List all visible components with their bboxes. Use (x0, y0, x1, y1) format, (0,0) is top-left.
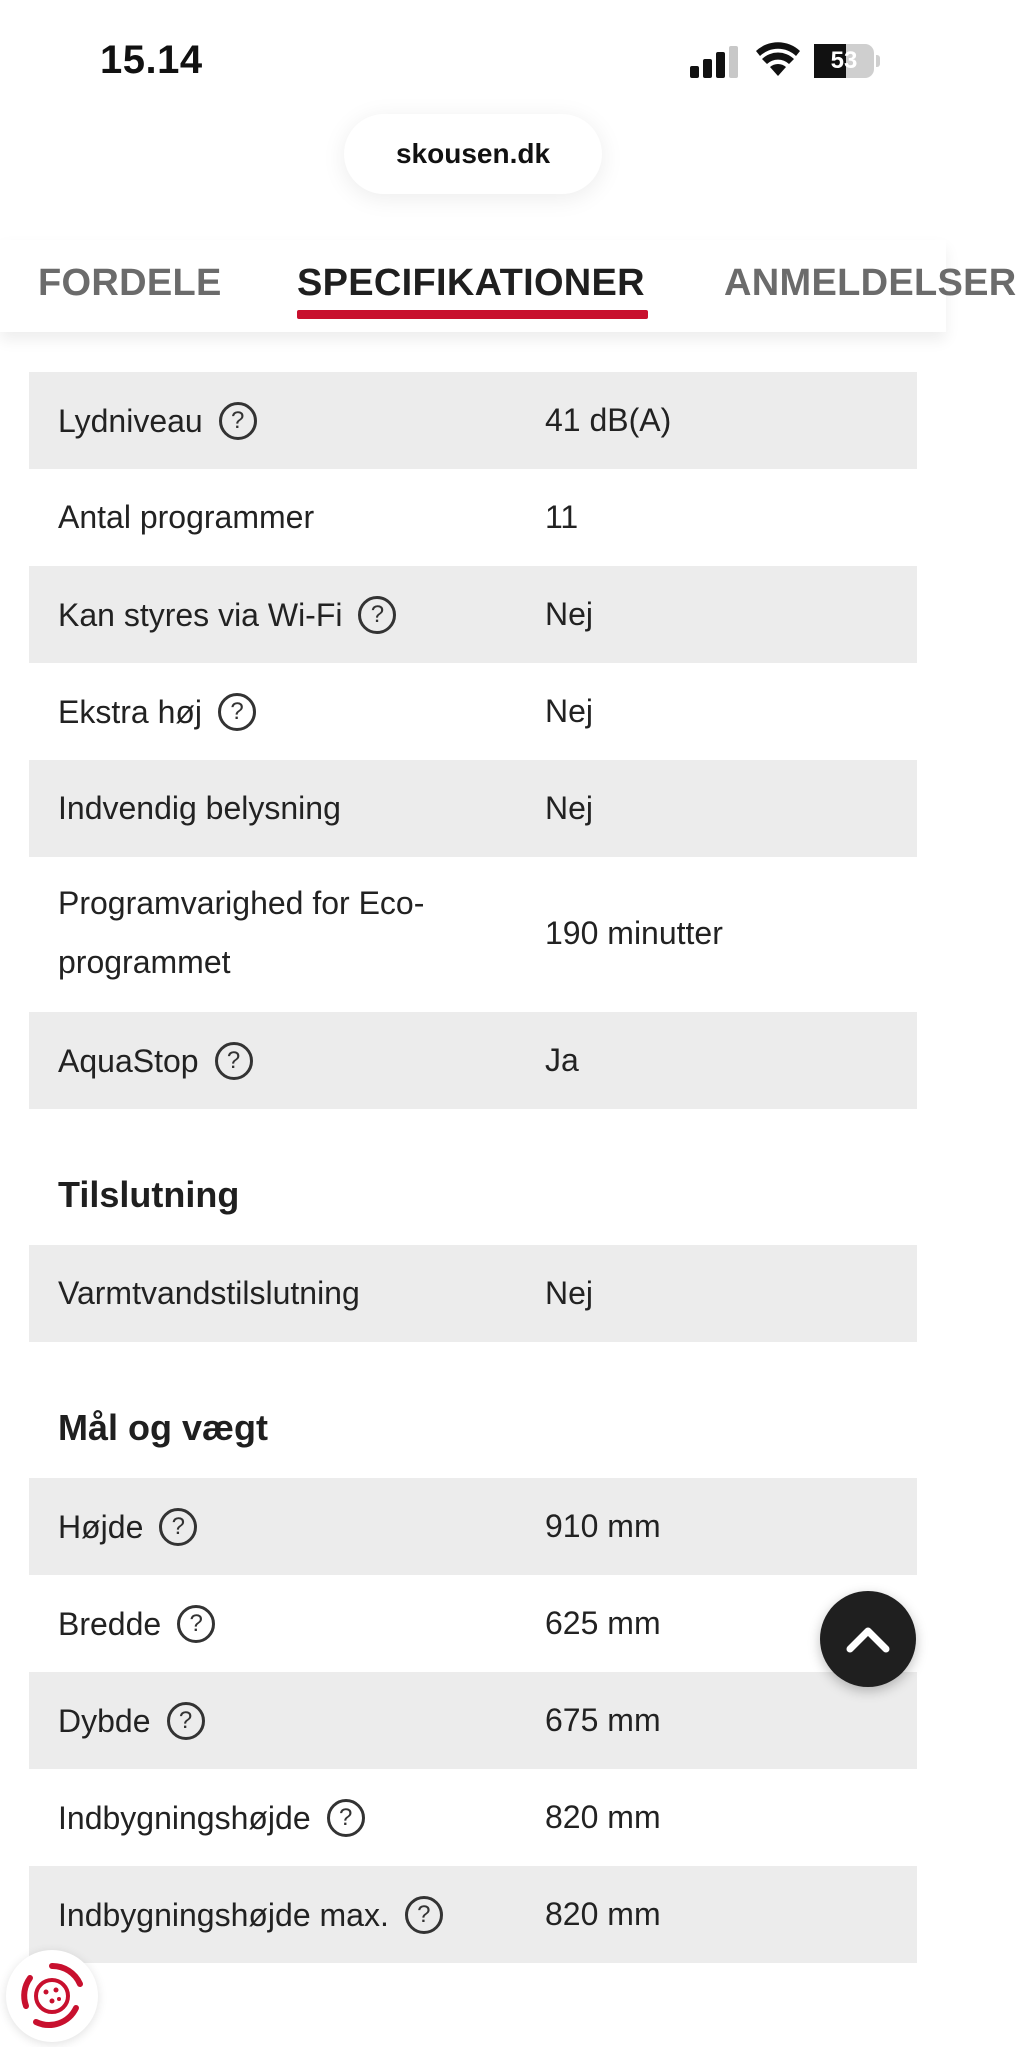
active-tab-indicator (297, 310, 648, 319)
battery-icon (814, 44, 880, 78)
chevron-up-icon (846, 1621, 890, 1657)
spec-label: Antal programmer (58, 499, 315, 535)
wifi-icon (756, 42, 800, 78)
spec-value: 625 mm (545, 1605, 661, 1641)
spec-value: Nej (545, 596, 594, 632)
spec-value: 190 minutter (545, 915, 723, 951)
spec-label-line-1: Programvarighed for Eco- (58, 885, 425, 921)
spec-label: Ekstra høj (58, 693, 203, 730)
spec-row (29, 469, 917, 566)
spec-label: AquaStop (58, 1042, 199, 1079)
spec-row (29, 1866, 917, 1963)
question-circle-icon[interactable]: ? (177, 1605, 215, 1643)
question-circle-icon[interactable]: ? (215, 1042, 253, 1080)
spec-row (29, 1575, 917, 1672)
spec-row (29, 1769, 917, 1866)
spec-value: 675 mm (545, 1702, 661, 1738)
spec-value: 11 (545, 499, 579, 535)
status-time: 15.14 (100, 38, 203, 82)
spec-label-line-2: programmet (58, 944, 231, 980)
spec-label: Dybde (58, 1702, 151, 1739)
spec-value: Nej (545, 693, 594, 729)
question-circle-icon[interactable]: ? (405, 1896, 443, 1934)
spec-label: Indbygningshøjde max. (58, 1896, 389, 1933)
spec-value: Ja (545, 1042, 579, 1078)
spec-row (29, 760, 917, 857)
spec-row (29, 1245, 917, 1342)
tab-specifikationer[interactable]: SPECIFIKATIONER (297, 262, 645, 304)
spec-value: Nej (545, 790, 594, 826)
spec-label: Varmtvandstilslutning (58, 1275, 360, 1311)
back-to-top-button[interactable] (820, 1591, 916, 1687)
spec-label: Kan styres via Wi-Fi (58, 596, 343, 633)
spec-label: Bredde (58, 1605, 162, 1642)
section-heading-connection: Tilslutning (58, 1174, 240, 1215)
spec-label: Indbygningshøjde (58, 1799, 311, 1836)
spec-label: Indvendig belysning (58, 790, 341, 826)
cookie-consent-icon (16, 1960, 88, 2032)
question-circle-icon[interactable]: ? (167, 1702, 205, 1740)
battery-level: 53 (830, 47, 858, 74)
spec-value: 41 dB(A) (545, 402, 672, 438)
spec-value: 820 mm (545, 1799, 661, 1835)
cookie-consent-button[interactable] (6, 1950, 98, 2042)
question-circle-icon[interactable]: ? (358, 596, 396, 634)
product-tabs (0, 240, 1017, 332)
spec-label: Lydniveau (58, 402, 203, 439)
spec-value: 820 mm (545, 1896, 661, 1932)
spec-row (29, 566, 917, 663)
status-bar (0, 0, 946, 120)
question-circle-icon[interactable]: ? (159, 1508, 197, 1546)
cellular-signal-icon (690, 46, 740, 78)
question-circle-icon[interactable]: ? (327, 1799, 365, 1837)
spec-row (29, 857, 917, 1012)
spec-label: Højde (58, 1508, 144, 1545)
spec-value: 910 mm (545, 1508, 661, 1544)
section-heading-dimensions: Mål og vægt (58, 1407, 269, 1448)
spec-row (29, 1012, 917, 1109)
spec-value: Nej (545, 1275, 594, 1311)
spec-row (29, 663, 917, 760)
spec-row (29, 372, 917, 469)
tab-anmeldelser[interactable]: ANMELDELSER (724, 262, 1017, 304)
address-bar[interactable]: skousen.dk (344, 114, 602, 194)
question-circle-icon[interactable]: ? (219, 402, 257, 440)
tab-fordele[interactable]: FORDELE (38, 262, 222, 304)
spec-row (29, 1672, 917, 1769)
spec-row (29, 1478, 917, 1575)
question-circle-icon[interactable]: ? (218, 693, 256, 731)
